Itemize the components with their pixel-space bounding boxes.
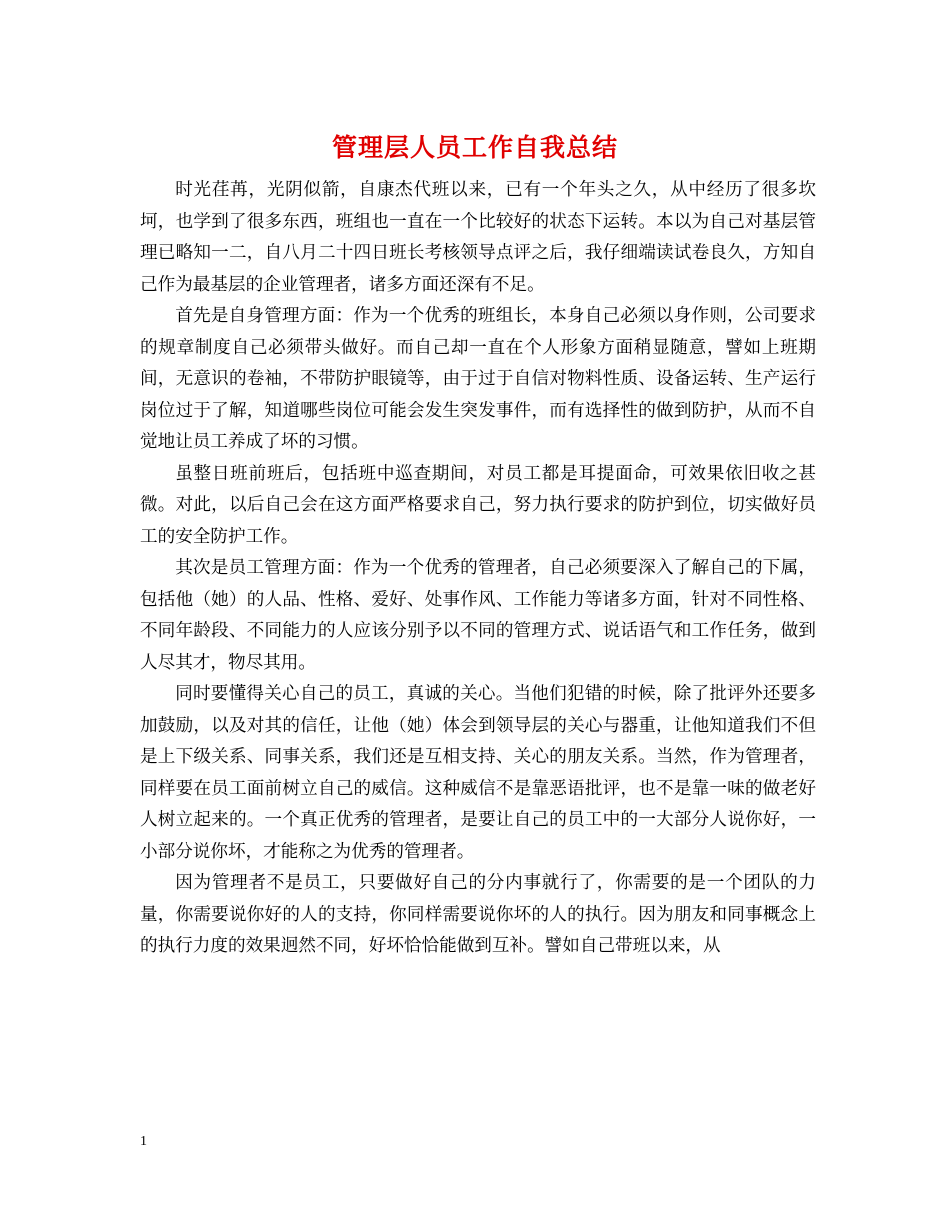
paragraph-5: 同时要懂得关心自己的员工，真诚的关心。当他们犯错的时候，除了批评外还要多加鼓励，以及对其的信任，让他（她）体会到领导层的关心与器重，让他知道我们不但是上下级关系、同事关系，我们还是互相支持、关心的朋友关系。当然，作为管理者，同样要在员工面前树立自己的威信。这种威信不是靠恶语批评，也不是靠一味的做老好人树立起来的。一个真正优秀的管理者，是要让自己的员工中的一大部分人说你好，一小部分说你坏，才能称之为优秀的管理者。 [140,684,816,862]
paragraph-2: 首先是自身管理方面：作为一个优秀的班组长，本身自己必须以身作则，公司要求的规章制度自己必须带头做好。而自己却一直在个人形象方面稍显随意，譬如上班期间，无意识的卷袖，不带防护眼镜等，由于过于自信对物料性质、设备运转、生产运行岗位过于了解，知道哪些岗位可能会发生突发事件，而有选择性的做到防护，从而不自觉地让员工养成了坏的习惯。 [140,306,816,452]
document-body [140,175,816,963]
paragraph-1: 时光荏苒，光阴似箭，自康杰代班以来，已有一个年头之久，从中经历了很多坎坷，也学到了很多东西，班组也一直在一个比较好的状态下运转。本以为自己对基层管理已略知一二，自八月二十四日班长考核领导点评之后，我仔细端读试卷良久，方知自己作为最基层的企业管理者，诸多方面还深有不足。 [140,180,816,295]
page-number: 1 [140,1134,147,1149]
paragraph-4: 其次是员工管理方面：作为一个优秀的管理者，自己必须要深入了解自己的下属，包括他（她）的人品、性格、爱好、处事作风、工作能力等诸多方面，针对不同性格、不同年龄段、不同能力的人应该分别予以不同的管理方式、说话语气和工作任务，做到人尽其才，物尽其用。 [140,558,816,673]
paragraph-3: 虽整日班前班后，包括班中巡查期间，对员工都是耳提面命，可效果依旧收之甚微。对此，以后自己会在这方面严格要求自己，努力执行要求的防护到位，切实做好员工的安全防护工作。 [140,463,816,547]
paragraph-6: 因为管理者不是员工，只要做好自己的分内事就行了，你需要的是一个团队的力量，你需要说你好的人的支持，你同样需要说你坏的人的执行。因为朋友和同事概念上的执行力度的效果迥然不同，好坏恰恰能做到互补。譬如自己带班以来，从 [140,873,816,956]
document-title: 管理层人员工作自我总结 [331,133,618,162]
